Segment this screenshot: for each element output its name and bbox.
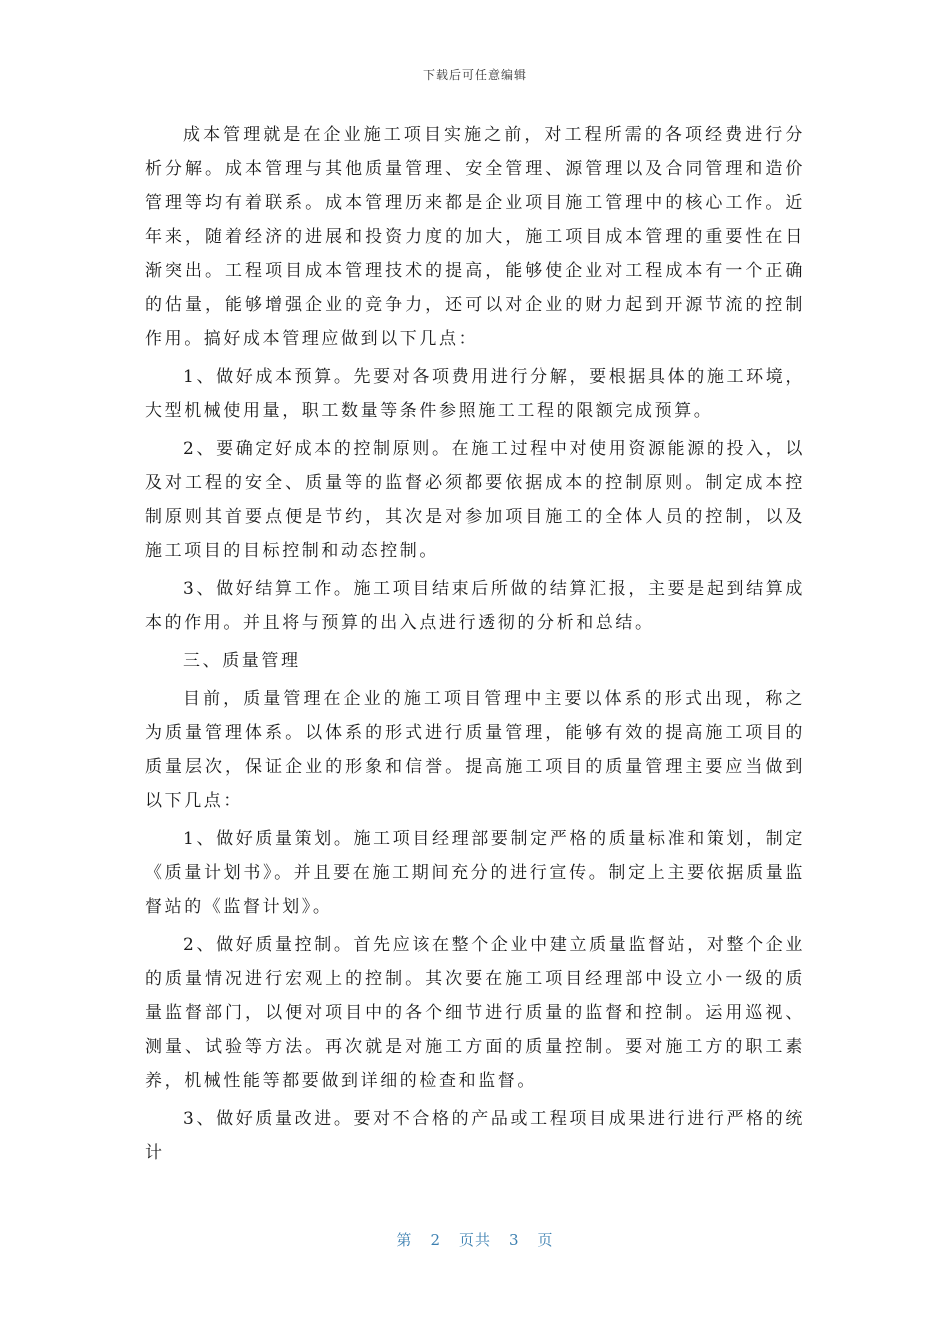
paragraph-quality-intro: 目前，质量管理在企业的施工项目管理中主要以体系的形式出现，称之为质量管理体系。以体系的形式进行质量管理，能够有效的提高施工项目的质量层次，保证企业的形象和信誉。提高施工项目的质量管理主要应当做到以下几点： (145, 689, 805, 811)
paragraph-cost-point-3: 3、做好结算工作。施工项目结束后所做的结算汇报，主要是起到结算成本的作用。并且将与预算的出入点进行透彻的分析和总结。 (145, 579, 805, 633)
paragraph-cost-intro: 成本管理就是在企业施工项目实施之前，对工程所需的各项经费进行分析分解。成本管理与其他质量管理、安全管理、源管理以及合同管理和造价管理等均有着联系。成本管理历来都是企业项目施工管理中的核心工作。近年来，随着经济的进展和投资力度的加大，施工项目成本管理的重要性在日渐突出。工程项目成本管理技术的提高，能够使企业对工程成本有一个正确的估量，能够增强企业的竞争力，还可以对企业的财力起到开源节流的控制作用。搞好成本管理应做到以下几点： (145, 125, 805, 349)
footer-middle: 页共 (458, 1231, 491, 1249)
paragraph-quality-point-1: 1、做好质量策划。施工项目经理部要制定严格的质量标准和策划，制定《质量计划书》。并且要在施工期间充分的进行宣传。制定上主要依据质量监督站的《监督计划》。 (145, 829, 805, 917)
paragraph-quality-point-3: 3、做好质量改进。要对不合格的产品或工程项目成果进行进行严格的统计 (145, 1109, 805, 1163)
footer-total-pages: 3 (509, 1231, 520, 1249)
document-body (145, 118, 805, 1170)
page-footer (0, 1229, 950, 1250)
footer-suffix: 页 (537, 1231, 554, 1249)
footer-prefix: 第 (396, 1231, 413, 1249)
header-note: 下载后可任意编辑 (422, 68, 527, 82)
section-heading-quality: 三、质量管理 (183, 651, 301, 671)
paragraph-cost-point-2: 2、要确定好成本的控制原则。在施工过程中对使用资源能源的投入，以及对工程的安全、质量等的监督必须都要依据成本的控制原则。制定成本控制原则其首要点便是节约，其次是对参加项目施工的全体人员的控制，以及施工项目的目标控制和动态控制。 (145, 439, 805, 561)
footer-current-page: 2 (430, 1231, 441, 1249)
paragraph-cost-point-1: 1、做好成本预算。先要对各项费用进行分解，要根据具体的施工环境，大型机械使用量，职工数量等条件参照施工工程的限额完成预算。 (145, 367, 805, 421)
paragraph-quality-point-2: 2、做好质量控制。首先应该在整个企业中建立质量监督站，对整个企业的质量情况进行宏观上的控制。其次要在施工项目经理部中设立小一级的质量监督部门，以便对项目中的各个细节进行质量的监督和控制。运用巡视、测量、试验等方法。再次就是对施工方面的质量控制。要对施工方的职工素养，机械性能等都要做到详细的检查和监督。 (145, 935, 805, 1091)
